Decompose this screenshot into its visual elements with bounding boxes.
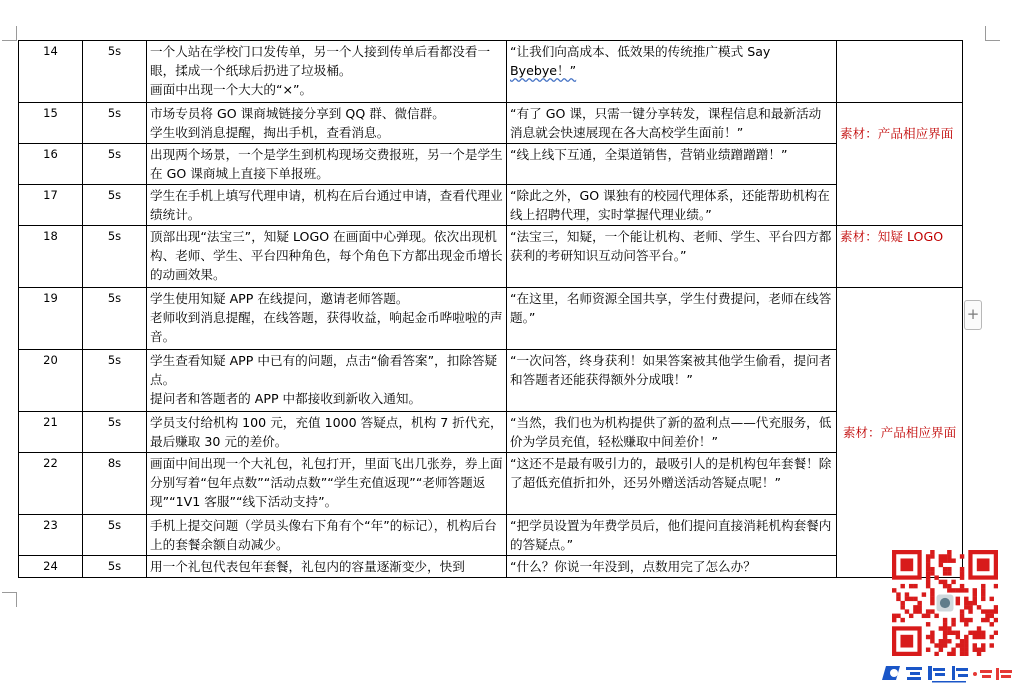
row-voiceover: “线上线下互通，全渠道销售，营销业绩蹭蹭蹭！”: [507, 144, 837, 185]
row-note-material: 素材：产品相应界面: [837, 103, 963, 226]
row-number: 17: [19, 185, 83, 226]
table-row: [19, 556, 963, 578]
row-note: [837, 41, 963, 103]
row-number: 23: [19, 515, 83, 556]
row-visual: 学生使用知疑 APP 在线提问，邀请老师答题。 老师收到消息提醒，在线答题，获得收益，响起金币哗啦啦的声音。: [147, 288, 507, 350]
qr-code-icon: [892, 550, 998, 656]
row-visual: 市场专员将 GO 课商城链接分享到 QQ 群、微信群。 学生收到消息提醒，掏出手机，查看消息。: [147, 103, 507, 144]
row-number: 21: [19, 412, 83, 453]
row-visual: 顶部出现“法宝三”，知疑 LOGO 在画面中心弹现。依次出现机构、老师、学生、平台四种角色，每个角色下方都出现金币增长的动画效果。: [147, 226, 507, 288]
row-duration: 5s: [83, 226, 147, 288]
row-duration: 5s: [83, 144, 147, 185]
row-visual: 画面中间出现一个大礼包，礼包打开，里面飞出几张券，券上面分别写着“包年点数”“活动点数”“学生充值返现”“老师答题返现”“1V1 客服”“线下活动支持”。: [147, 453, 507, 515]
row-duration: 5s: [83, 41, 147, 103]
row-visual: 手机上提交问题（学员头像右下角有个“年”的标记），机构后台上的套餐余额自动减少。: [147, 515, 507, 556]
row-number: 18: [19, 226, 83, 288]
table-row: [19, 41, 963, 103]
row-voiceover: “除此之外，GO 课独有的校园代理体系，还能帮助机构在线上招聘代理，实时掌握代理业绩。”: [507, 185, 837, 226]
row-visual: 出现两个场景，一个是学生到机构现场交费报班，另一个是学生在 GO 课商城上直接下单报班。: [147, 144, 507, 185]
brand-logo-icon: [880, 662, 1020, 684]
row-duration: 5s: [83, 350, 147, 412]
table-row: [19, 185, 963, 226]
table-row: [19, 103, 963, 144]
row-voiceover: “法宝三，知疑，一个能让机构、老师、学生、平台四方都获利的考研知识互动问答平台。”: [507, 226, 837, 288]
row-visual: 学生查看知疑 APP 中已有的问题，点击“偷看答案”，扣除答疑点。 提问者和答题者的 APP 中都接收到新收入通知。: [147, 350, 507, 412]
row-note-material: 素材：产品相应界面: [837, 288, 963, 578]
page-corner-mark-top-right: [985, 26, 1000, 41]
row-voiceover: “什么？你说一年没到，点数用完了怎么办？: [507, 556, 837, 578]
row-note-material: 素材：知疑 LOGO: [837, 226, 963, 288]
table-row: [19, 515, 963, 556]
table-row: [19, 453, 963, 515]
table-row: [19, 412, 963, 453]
row-number: 15: [19, 103, 83, 144]
table-row: [19, 226, 963, 288]
table-row: [19, 144, 963, 185]
row-voiceover: “这还不是最有吸引力的，最吸引人的是机构包年套餐！除了超低充值折扣外，还另外赠送活动答疑点呢！”: [507, 453, 837, 515]
row-voiceover: “让我们向高成本、低效果的传统推广模式 Say Byebye！”: [507, 41, 837, 103]
row-duration: 5s: [83, 185, 147, 226]
row-number: 24: [19, 556, 83, 578]
plus-icon: +: [966, 305, 980, 323]
row-voiceover: “有了 GO 课，只需一键分享转发，课程信息和最新活动消息就会快速展现在各大高校学生面前！”: [507, 103, 837, 144]
row-number: 16: [19, 144, 83, 185]
row-voiceover: “当然，我们也为机构提供了新的盈利点——代充服务，低价为学员充值，轻松赚取中间差价！”: [507, 412, 837, 453]
row-duration: 5s: [83, 556, 147, 578]
page-corner-mark-top-left: [2, 26, 17, 41]
row-duration: 5s: [83, 412, 147, 453]
row-visual: 学员支付给机构 100 元，充值 1000 答疑点，机构 7 折代充，最后赚取 30 元的差价。: [147, 412, 507, 453]
row-visual: 用一个礼包代表包年套餐，礼包内的容量逐渐变少，快到: [147, 556, 507, 578]
script-table: [18, 40, 963, 578]
table-row: [19, 288, 963, 350]
row-number: 14: [19, 41, 83, 103]
row-duration: 5s: [83, 515, 147, 556]
row-voiceover: “一次问答，终身获利！如果答案被其他学生偷看，提问者和答题者还能获得额外分成哦！”: [507, 350, 837, 412]
row-voiceover: “在这里，名师资源全国共享，学生付费提问，老师在线答题。”: [507, 288, 837, 350]
row-duration: 5s: [83, 288, 147, 350]
row-number: 22: [19, 453, 83, 515]
row-voiceover: “把学员设置为年费学员后，他们提问直接消耗机构套餐内的答疑点。”: [507, 515, 837, 556]
table-row: [19, 350, 963, 412]
page-corner-mark-bottom-left: [2, 592, 17, 607]
row-visual: 学生在手机上填写代理申请，机构在后台通过申请，查看代理业绩统计。: [147, 185, 507, 226]
add-row-button[interactable]: [964, 300, 982, 330]
row-duration: 8s: [83, 453, 147, 515]
row-duration: 5s: [83, 103, 147, 144]
row-number: 20: [19, 350, 83, 412]
row-visual: 一个人站在学校门口发传单，另一个人接到传单后看都没看一眼，揉成一个纸球后扔进了垃圾桶。 画面中出现一个大大的“×”。: [147, 41, 507, 103]
row-number: 19: [19, 288, 83, 350]
